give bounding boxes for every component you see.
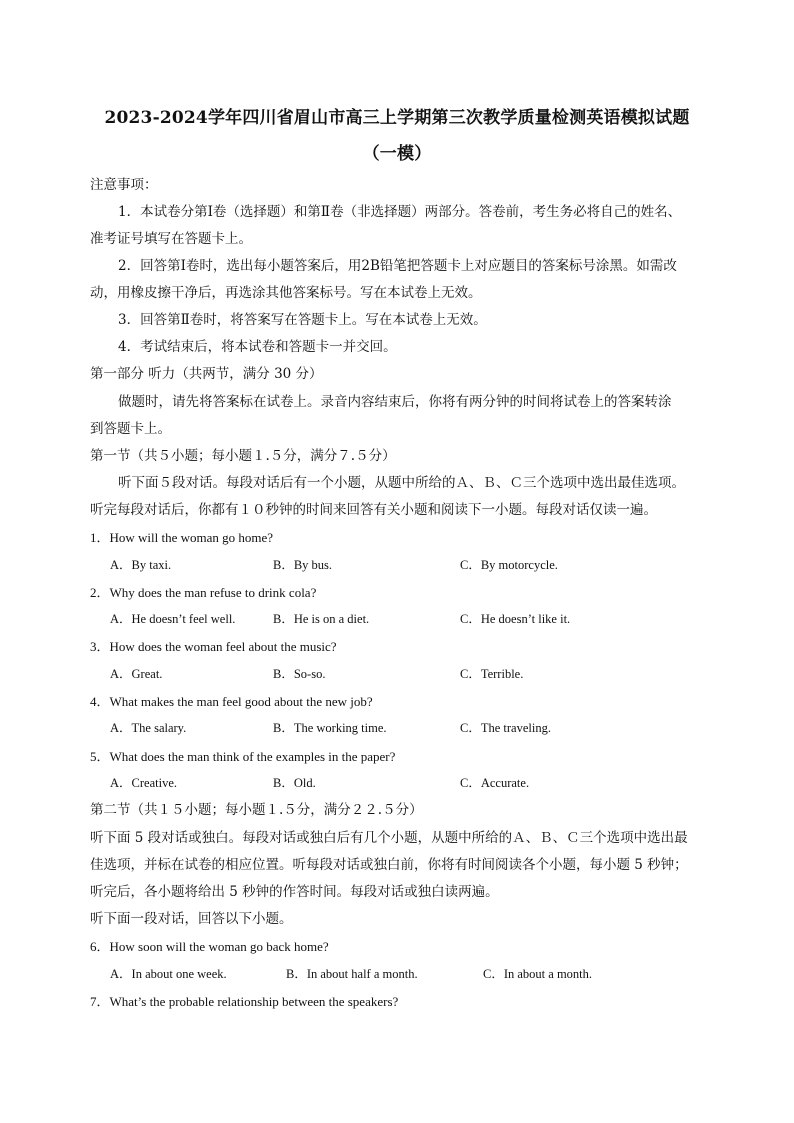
page-title: 2023-2024学年四川省眉山市高三上学期第三次教学质量检测英语模拟试题 bbox=[104, 108, 690, 128]
question-6: 6．How soon will the woman go back home? bbox=[90, 939, 329, 954]
note-1: 1．本试卷分第Ⅰ卷（选择题）和第Ⅱ卷（非选择题）两部分。答卷前，考生务必将自己的姓名、 bbox=[118, 204, 682, 220]
q3-option-c[interactable]: C．Terrible. bbox=[460, 667, 524, 681]
question-1: 1．How will the woman go home? bbox=[90, 530, 274, 545]
section1-instructions-cont: 听完每段对话后，你都有１０秒钟的时间来回答有关小题和阅读下一小题。每段对话仅读一遍。 bbox=[90, 502, 657, 518]
section2-instructions-end: 听完后，各小题将给出 5 秒钟的作答时间。每段对话或独白读两遍。 bbox=[90, 884, 499, 900]
section1-heading: 第一节（共５小题；每小题１.５分，满分７.５分） bbox=[90, 448, 396, 464]
q4-option-c[interactable]: C．The traveling. bbox=[460, 721, 551, 735]
q6-option-b[interactable]: B．In about half a month. bbox=[286, 967, 418, 981]
q6-option-a[interactable]: A．In about one week. bbox=[110, 967, 227, 981]
q4-option-b[interactable]: B．The working time. bbox=[273, 721, 387, 735]
question-2: 2．Why does the man refuse to drink cola? bbox=[90, 585, 317, 600]
q5-option-a[interactable]: A．Creative. bbox=[110, 776, 177, 790]
note-4: 4．考试结束后，将本试卷和答题卡一并交回。 bbox=[118, 339, 397, 355]
q2-option-b[interactable]: B．He is on a diet. bbox=[273, 612, 370, 626]
question-7: 7．What’s the probable relationship between the speakers? bbox=[90, 994, 399, 1009]
note-2-cont: 动，用橡皮擦干净后，再选涂其他答案标号。写在本试卷上无效。 bbox=[90, 285, 482, 301]
section2-subheading: 听下面一段对话，回答以下小题。 bbox=[90, 911, 293, 927]
q1-option-c[interactable]: C．By motorcycle. bbox=[460, 558, 558, 572]
notes-heading: 注意事项： bbox=[90, 177, 158, 193]
q2-option-a[interactable]: A．He doesn’t feel well. bbox=[110, 612, 236, 626]
q6-option-c[interactable]: C．In about a month. bbox=[483, 967, 593, 981]
question-3: 3．How does the woman feel about the music? bbox=[90, 639, 337, 654]
q5-option-b[interactable]: B．Old. bbox=[273, 776, 316, 790]
q1-option-a[interactable]: A．By taxi. bbox=[110, 558, 172, 572]
section2-instructions-cont: 佳选项，并标在试卷的相应位置。听每段对话或独白前，你将有时间阅读各个小题，每小题 5 秒钟； bbox=[90, 857, 688, 873]
q3-option-b[interactable]: B．So-so. bbox=[273, 667, 326, 681]
section2-instructions: 听下面 5 段对话或独白。每段对话或独白后有几个小题，从题中所给的Ａ、Ｂ、Ｃ三个选项中选出最 bbox=[90, 830, 688, 846]
q1-option-b[interactable]: B．By bus. bbox=[273, 558, 333, 572]
q4-option-a[interactable]: A．The salary. bbox=[110, 721, 187, 735]
q5-option-c[interactable]: C．Accurate. bbox=[460, 776, 530, 790]
part1-instructions: 做题时，请先将答案标在试卷上。录音内容结束后，你将有两分钟的时间将试卷上的答案转涂 bbox=[118, 394, 672, 410]
part1-instructions-cont: 到答题卡上。 bbox=[90, 421, 171, 437]
section2-heading: 第二节（共１５小题；每小题１.５分，满分２２.５分） bbox=[90, 802, 423, 818]
section1-instructions: 听下面５段对话。每段对话后有一个小题，从题中所给的Ａ、Ｂ、Ｃ三个选项中选出最佳选项。 bbox=[118, 475, 685, 491]
question-4: 4．What makes the man feel good about the new job? bbox=[90, 694, 373, 709]
part1-heading: 第一部分 听力（共两节，满分 30 分） bbox=[90, 366, 323, 382]
page-subtitle: （一模） bbox=[362, 144, 432, 164]
note-2: 2．回答第Ⅰ卷时，选出每小题答案后，用2B铅笔把答题卡上对应题目的答案标号涂黑。如需改 bbox=[118, 258, 677, 274]
note-1-cont: 准考证号填写在答题卡上。 bbox=[90, 231, 252, 247]
q3-option-a[interactable]: A．Great. bbox=[110, 667, 163, 681]
q2-option-c[interactable]: C．He doesn’t like it. bbox=[460, 612, 571, 626]
note-3: 3．回答第Ⅱ卷时，将答案写在答题卡上。写在本试卷上无效。 bbox=[118, 312, 487, 328]
question-5: 5．What does the man think of the examples in the paper? bbox=[90, 749, 396, 764]
